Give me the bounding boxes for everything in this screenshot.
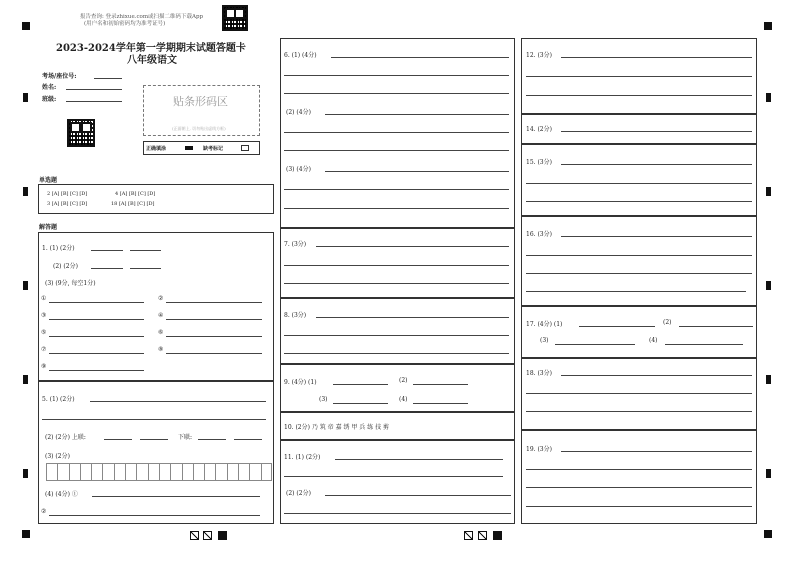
answer-section-title: 解答题 xyxy=(39,224,58,231)
answer-line[interactable] xyxy=(325,495,511,496)
notice-line-1: 报告查询: 登录zhixue.com或扫描二维码下载App xyxy=(80,14,204,20)
answer-line[interactable] xyxy=(49,370,144,371)
answer-line[interactable] xyxy=(166,302,262,303)
answer-line[interactable] xyxy=(526,255,752,256)
page-marker-icon xyxy=(203,531,212,540)
page-subtitle: 八年级语文 xyxy=(127,55,177,66)
answer-line[interactable] xyxy=(526,291,746,292)
answer-line[interactable] xyxy=(92,496,260,497)
answer-line[interactable] xyxy=(325,114,509,115)
alignment-mark xyxy=(23,93,28,102)
room-label: 考场/座位号: xyxy=(42,73,77,80)
single-choice-box xyxy=(38,184,274,214)
q5-1-label: 5. (1) (2分) xyxy=(42,396,75,403)
q17-2-label: (2) xyxy=(663,319,672,326)
page-marker-icon xyxy=(464,531,473,540)
answer-box-q8 xyxy=(280,298,515,364)
answer-line[interactable] xyxy=(526,273,752,274)
answer-box-q9 xyxy=(280,364,515,412)
q11-2-label: (2) (2分) xyxy=(286,490,311,497)
q9-4-label: (4) xyxy=(399,396,408,403)
answer-line[interactable] xyxy=(140,439,168,440)
page-marker-icon xyxy=(190,531,199,540)
answer-line[interactable] xyxy=(49,515,260,516)
q11-label: 11. (1) (2分) xyxy=(284,454,321,461)
class-label: 班级: xyxy=(42,96,57,103)
answer-line[interactable] xyxy=(331,57,509,58)
alignment-mark xyxy=(23,281,28,290)
page-marker-icon xyxy=(493,531,502,540)
answer-line[interactable] xyxy=(284,335,509,336)
answer-line[interactable] xyxy=(413,384,468,385)
answer-line[interactable] xyxy=(526,506,752,507)
room-field[interactable] xyxy=(94,78,122,79)
answer-line[interactable] xyxy=(130,250,161,251)
alignment-mark xyxy=(764,530,772,538)
alignment-mark xyxy=(764,22,772,30)
q16-label: 16. (3分) xyxy=(526,231,552,238)
choice-row[interactable]: 2 [A] [B] [C] [D] xyxy=(47,191,88,197)
answer-line[interactable] xyxy=(42,419,266,420)
answer-line[interactable] xyxy=(561,451,752,452)
answer-line[interactable] xyxy=(166,353,262,354)
circle-6: ⑥ xyxy=(158,329,164,336)
answer-line[interactable] xyxy=(526,201,752,202)
answer-line[interactable] xyxy=(91,250,123,251)
circle-9: ⑨ xyxy=(41,363,47,370)
q18-label: 18. (3分) xyxy=(526,370,552,377)
answer-line[interactable] xyxy=(526,183,752,184)
q5-2-label: (2) (2分) 上联: xyxy=(45,434,86,441)
alignment-mark xyxy=(23,187,28,196)
answer-line[interactable] xyxy=(234,439,262,440)
q7-label: 7. (3分) xyxy=(284,241,307,248)
answer-line[interactable] xyxy=(335,459,503,460)
q14-label: 14. (2分) xyxy=(526,126,552,133)
answer-line[interactable] xyxy=(333,403,388,404)
answer-line[interactable] xyxy=(284,476,503,477)
answer-line[interactable] xyxy=(90,401,266,402)
q5-4-label: (4) (4分) ① xyxy=(45,491,78,498)
q15-label: 15. (3分) xyxy=(526,159,552,166)
answer-line[interactable] xyxy=(413,403,468,404)
q9-2-label: (2) xyxy=(399,377,408,384)
qr-code-icon xyxy=(222,5,248,31)
answer-line[interactable] xyxy=(561,164,752,165)
q6-3-label: (3) (4分) xyxy=(286,166,311,173)
q1-2-label: (2) (2分) xyxy=(53,263,78,270)
alignment-mark xyxy=(766,375,771,384)
answer-line[interactable] xyxy=(49,336,144,337)
answer-line[interactable] xyxy=(316,246,509,247)
character-grid[interactable] xyxy=(46,463,272,481)
q9-label: 9. (4分) (1) xyxy=(284,379,317,386)
answer-box-q14 xyxy=(521,114,757,144)
q5-3-label: (3) (2分) xyxy=(45,453,70,460)
alignment-mark xyxy=(766,187,771,196)
q17-label: 17. (4分) (1) xyxy=(526,321,563,328)
answer-line[interactable] xyxy=(198,439,226,440)
answer-line[interactable] xyxy=(526,76,752,77)
q8-label: 8. (3分) xyxy=(284,312,307,319)
q19-label: 19. (3分) xyxy=(526,446,552,453)
answer-line[interactable] xyxy=(526,95,752,96)
q5-4b-label: ② xyxy=(41,508,47,515)
q1-1-label: 1. (1) (2分) xyxy=(42,245,75,252)
answer-line[interactable] xyxy=(166,319,262,320)
answer-line[interactable] xyxy=(561,57,752,58)
answer-line[interactable] xyxy=(104,439,132,440)
alignment-mark xyxy=(766,281,771,290)
barcode-hint: (正面朝上, 切勿贴出虚线方框) xyxy=(172,126,226,131)
alignment-mark xyxy=(23,375,28,384)
alignment-mark xyxy=(23,469,28,478)
correct-fill-sample xyxy=(185,146,193,150)
absent-label: 缺考标记 xyxy=(203,146,224,152)
q9-3-label: (3) xyxy=(319,396,328,403)
q12-label: 12. (3分) xyxy=(526,52,552,59)
answer-line[interactable] xyxy=(284,75,509,76)
answer-line[interactable] xyxy=(526,411,752,412)
answer-box-q19 xyxy=(521,430,757,524)
answer-line[interactable] xyxy=(333,384,388,385)
circle-7: ⑦ xyxy=(41,346,47,353)
answer-line[interactable] xyxy=(526,469,752,470)
page-title: 2023-2024学年第一学期期末试题答题卡 xyxy=(56,43,246,54)
circle-4: ④ xyxy=(158,312,164,319)
choice-row[interactable]: 18 [A] [B] [C] [D] xyxy=(111,201,155,207)
absent-checkbox[interactable] xyxy=(241,145,249,151)
answer-line[interactable] xyxy=(526,487,752,488)
answer-line[interactable] xyxy=(49,353,144,354)
alignment-mark xyxy=(766,93,771,102)
q17-3-label: (3) xyxy=(540,337,549,344)
answer-line[interactable] xyxy=(49,319,144,320)
alignment-mark xyxy=(766,469,771,478)
notice-line-2: (用户名和初始密码均为准考证号) xyxy=(84,21,166,27)
answer-box-q15 xyxy=(521,144,757,216)
answer-line[interactable] xyxy=(579,326,655,327)
q5-2-lower-label: 下联: xyxy=(178,434,193,441)
answer-line[interactable] xyxy=(284,265,509,266)
alignment-mark xyxy=(22,22,30,30)
correct-fill-label: 正确填涂 xyxy=(146,146,167,152)
circle-1: ① xyxy=(41,295,47,302)
q10-label: 10. (2分) 乃 筑 帝 嘉 绣 甲 兵 练 技 剪 xyxy=(284,424,390,431)
answer-box-q18 xyxy=(521,358,757,430)
circle-2: ② xyxy=(158,295,164,302)
answer-line[interactable] xyxy=(284,93,509,94)
answer-line[interactable] xyxy=(284,208,509,209)
answer-line[interactable] xyxy=(284,513,511,514)
page-marker-icon xyxy=(218,531,227,540)
answer-line[interactable] xyxy=(284,283,509,284)
answer-line[interactable] xyxy=(91,268,123,269)
answer-line[interactable] xyxy=(679,326,753,327)
answer-box-q17 xyxy=(521,306,757,358)
answer-line[interactable] xyxy=(665,344,743,345)
answer-line[interactable] xyxy=(284,353,509,354)
circle-5: ⑤ xyxy=(41,329,47,336)
answer-line[interactable] xyxy=(284,132,509,133)
answer-line[interactable] xyxy=(526,393,752,394)
answer-line[interactable] xyxy=(166,336,262,337)
page-marker-icon xyxy=(478,531,487,540)
choice-row[interactable]: 4 [A] [B] [C] [D] xyxy=(115,191,156,197)
q1-3-label: (3) (9分, 每空1分) xyxy=(45,280,96,287)
q6-label: 6. (1) (4分) xyxy=(284,52,317,59)
answer-line[interactable] xyxy=(130,268,161,269)
answer-line[interactable] xyxy=(561,131,752,132)
alignment-mark xyxy=(22,530,30,538)
answer-line[interactable] xyxy=(561,236,752,237)
answer-box-q7 xyxy=(280,228,515,298)
answer-box-q16 xyxy=(521,216,757,306)
name-field[interactable] xyxy=(66,89,122,90)
answer-line[interactable] xyxy=(325,171,509,172)
barcode-title: 贴条形码区 xyxy=(173,95,228,108)
answer-line[interactable] xyxy=(284,150,509,151)
q17-4-label: (4) xyxy=(649,337,658,344)
name-label: 姓名: xyxy=(42,84,57,91)
answer-line[interactable] xyxy=(561,375,752,376)
circle-3: ③ xyxy=(41,312,47,319)
answer-box-q1 xyxy=(38,232,274,381)
answer-line[interactable] xyxy=(284,189,509,190)
class-field[interactable] xyxy=(66,101,122,102)
answer-line[interactable] xyxy=(555,344,635,345)
single-choice-title: 单选题 xyxy=(39,177,58,184)
choice-row[interactable]: 3 [A] [B] [C] [D] xyxy=(47,201,88,207)
answer-line[interactable] xyxy=(316,317,509,318)
circle-8: ⑧ xyxy=(158,346,164,353)
qr-code-icon xyxy=(67,119,95,147)
q6-2-label: (2) (4分) xyxy=(286,109,311,116)
answer-box-q6 xyxy=(280,38,515,228)
answer-line[interactable] xyxy=(49,302,144,303)
